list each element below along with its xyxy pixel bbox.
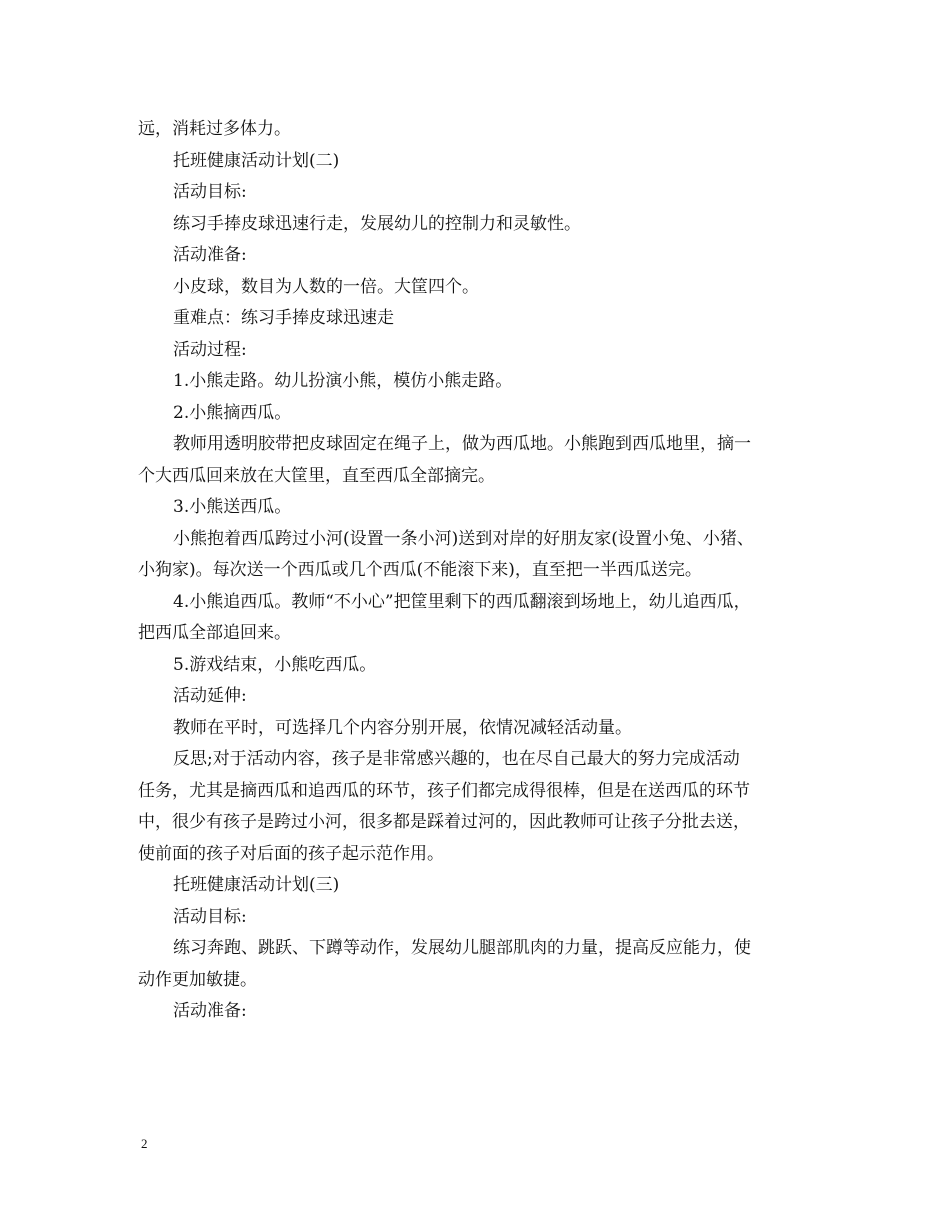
text-line: 1.小熊走路。幼儿扮演小熊，模仿小熊走路。	[173, 371, 513, 391]
text-line: 3.小熊送西瓜。	[173, 497, 292, 517]
document-body	[138, 114, 818, 1028]
text-line: 教师用透明胶带把皮球固定在绳子上，做为西瓜地。小熊跑到西瓜地里，摘一	[173, 434, 751, 454]
text-line: 托班健康活动计划(二)	[173, 150, 340, 171]
text-line: 动作更加敏捷。	[138, 969, 257, 990]
text-line: 小狗家)。每次送一个西瓜或几个西瓜(不能滚下来)，直至把一半西瓜送完。	[138, 560, 702, 580]
text-line: 教师在平时，可选择几个内容分别开展，依情况减轻活动量。	[173, 717, 632, 738]
text-line: 任务，尤其是摘西瓜和追西瓜的环节，孩子们都完成得很棒，但是在送西瓜的环节	[138, 780, 750, 801]
text-line: 4.小熊追西瓜。教师“不小心”把筐里剩下的西瓜翻滚到场地上，幼儿追西瓜，	[173, 591, 751, 612]
text-line: 使前面的孩子对后面的孩子起示范作用。	[138, 843, 444, 864]
text-line: 重难点：练习手捧皮球迅速走	[173, 308, 394, 328]
text-line: 2.小熊摘西瓜。	[173, 402, 292, 423]
text-line: 练习奔跑、跳跃、下蹲等动作，发展幼儿腿部肌肉的力量，提高反应能力，使	[173, 938, 751, 958]
text-line: 把西瓜全部追回来。	[138, 623, 291, 643]
text-line: 小熊抱着西瓜跨过小河(设置一条小河)送到对岸的好朋友家(设置小兔、小猪、	[173, 528, 754, 549]
page-number: 2	[141, 1136, 148, 1151]
text-line: 远，消耗过多体力。	[138, 119, 291, 139]
text-line: 5.游戏结束，小熊吃西瓜。	[173, 654, 377, 675]
text-line: 中，很少有孩子是跨过小河，很多都是踩着过河的，因此教师可让孩子分批去送，	[138, 812, 750, 832]
text-line: 活动延伸:	[173, 686, 247, 706]
text-line: 托班健康活动计划(三)	[173, 875, 340, 895]
text-line: 活动目标:	[173, 182, 247, 202]
text-line: 活动准备:	[173, 245, 247, 265]
text-line: 个大西瓜回来放在大筐里，直至西瓜全部摘完。	[138, 465, 495, 486]
text-line: 活动过程:	[173, 339, 247, 360]
text-line: 活动目标:	[173, 906, 247, 927]
text-line: 小皮球，数目为人数的一倍。大筐四个。	[173, 276, 479, 297]
text-line: 活动准备:	[173, 1001, 247, 1021]
text-line: 练习手捧皮球迅速行走，发展幼儿的控制力和灵敏性。	[173, 213, 581, 234]
text-line: 反思;对于活动内容，孩子是非常感兴趣的，也在尽自己最大的努力完成活动	[173, 749, 740, 769]
